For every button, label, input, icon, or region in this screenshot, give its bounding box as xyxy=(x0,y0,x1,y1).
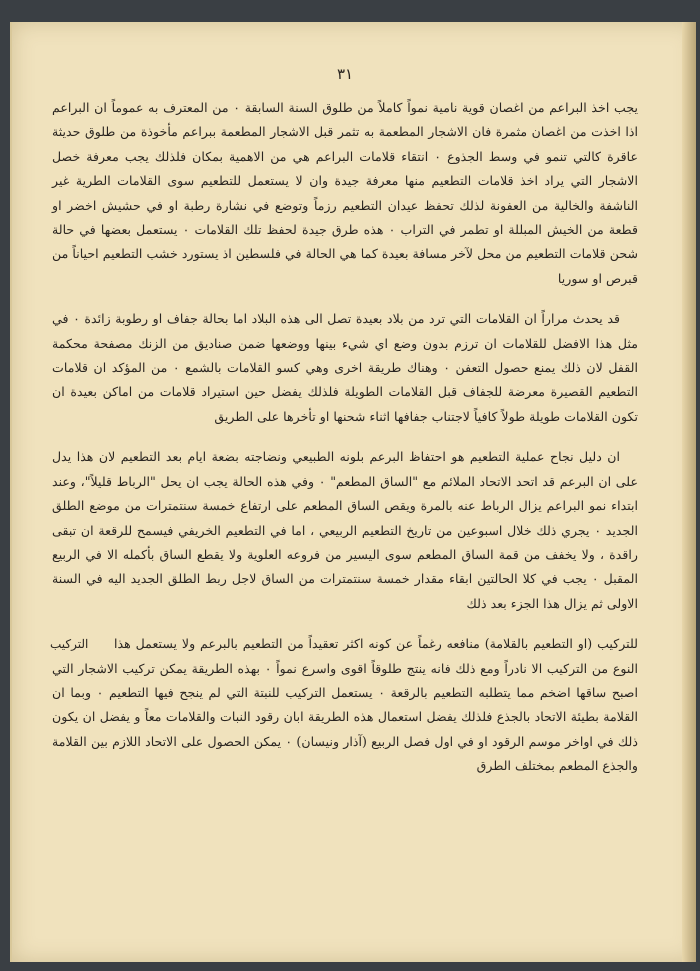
grafting-section xyxy=(52,632,638,778)
book-binding-edge xyxy=(682,22,696,962)
section-margin-label: التركيب xyxy=(50,637,89,652)
paragraph-grafting: للتركيب (او التطعيم بالقلامة) منافعه رغماً عن كونه اكثر تعقيداً من التطعيم بالبرعم ولا يستعمل هذا النوع من التركيب الا نادراً ومع ذلك فانه ينتج طلوقاً اقوى واسرع نمواً ٠ بهذه الطريقة يمكن تركيب الاشجار التي اصبح ساقها اضخم مما يتطلبه التطعيم بالرقعة ٠ يستعمل التركيب للنبتة التي لم ينجح فيها التطعيم ٠ وبما ان القلامة بطيئة الاتحاد بالجذع فلذلك يفضل استعمال هذه الطريقة ابان رقود النبات والقلامات معاً و يفضل ان يكون ذلك في اواخر موسم الرقود او في اول فصل الربيع (آذار ونيسان) ٠ يمكن الحصول على الاتحاد اللازم بين القلامة والجذع المطعم بمختلف الطرق xyxy=(52,636,638,774)
paper-sheet xyxy=(10,22,696,962)
paragraph-bud-selection: يجب اخذ البراعم من اغصان قوية نامية نمواً كاملاً من طلوق السنة السابقة ٠ من المعترف به عموماً ان البراعم اذا اخذت من اغصان مثمرة فان الاشجار المطعمة به تثمر قبل الاشجار المطعمة ببراعم مأخوذة من طلوق حديثة عاقرة كالتي تنمو في وسط الجذوع ٠ انتقاء قلامات البراعم هي من الاهمية بمكان فلذلك يجب معرفة خصل الاشجار التي يراد اخذ قلامات التطعيم منها معرفة جيدة وان لا يستعمل للتطعيم سوى القلامات الطرية غير الناشفة والخالية من العفونة لذلك تحفظ عيدان التطعيم رزماً وتوضع في نشارة رطبة او في حشيش اخضر او قطعة من الخيش المبللة او تطمر في التراب ٠ هذه طرق جيدة لحفظ تلك القلامات ٠ يستعمل بعضها في حالة شحن قلامات التطعيم من محل لآخر مسافة بعيدة كما هي الحالة في فلسطين اذ يستورد خشب التطعيم احياناً من قبرص او سوريا xyxy=(52,100,639,286)
page-number: ٣١ xyxy=(336,65,354,83)
page-content xyxy=(52,64,638,795)
paragraph-grafting-success: ان دليل نجاح عملية التطعيم هو احتفاظ البرعم بلونه الطبيعي ونضاجته بضعة ايام بعد التطعيم لان هذا يدل على ان البرعم قد اتحد الاتحاد الملائم مع "الساق المطعم" ٠ وفي هذه الحالة يجب ان يحل "الرباط قليلاً"، وعند ابتداء نمو البراعم يزال الرباط عنه بالمرة ويقص الساق المطعم على ارتفاع خمسة سنتمترات من موضع الطلق الجديد ٠ يجري ذلك خلال اسبوعين من تاريخ التطعيم الربيعي ، اما في التطعيم الخريفي فيسمح للرقعة ان تبقى راقدة ، ولا يخفف من قمة الساق المطعم سوى اليسير من فروعه العلوية ولا يقطع الساق بأكمله الا في الربيع المقبل ٠ يجب في كلا الحالتين ابقاء مقدار خمسة سنتمترات من الساق لاجل ربط الطلق الجديد اليه في السنة الاولى ثم يزال هذا الجزء بعد ذلك xyxy=(52,449,639,611)
paragraph-cutting-storage: قد يحدث مراراً ان القلامات التي ترد من بلاد بعيدة تصل الى هذه البلاد اما بحالة جفاف او رطوبة زائدة ٠ في مثل هذا الافضل للقلامات ان ترزم بدون وضع اي شيء بينها ووضعها ضمن صناديق من الزنك مصفحة محكمة القفل لان ذلك يمنع حصول التعفن ٠ وهناك طريقة اخرى وهي كسو القلامات بالشمع ٠ من المؤكد ان قلامات التطعيم القصيرة معرضة للجفاف قبل القلامات الطويلة فلذلك يفضل حين استيراد قلامات من اماكن بعيدة ان تكون القلامات طويلة طولاً كافياً لاجتناب جفافها اثناء شحنها او تأخرها على الطريق xyxy=(52,311,638,424)
